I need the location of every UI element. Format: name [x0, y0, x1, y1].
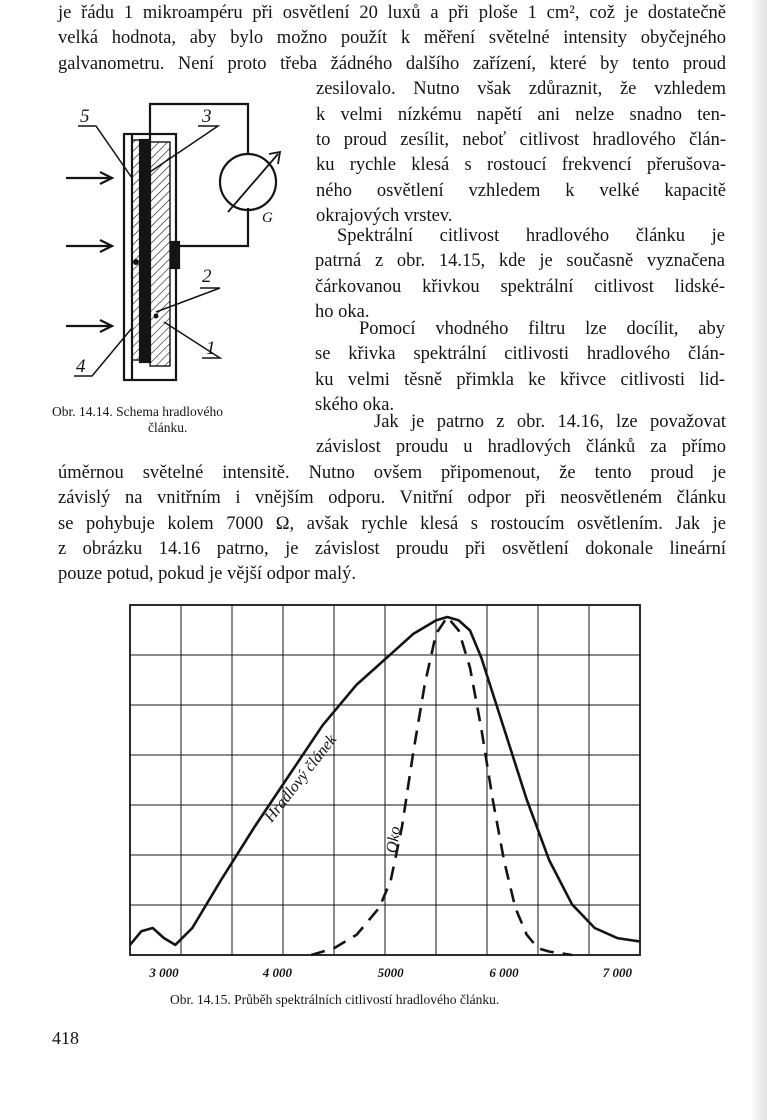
text-line: závislý na vnitřním i vnějším odporu. Vnitřní odpor při neosvětleném článku: [58, 488, 726, 509]
text-line: ho oka.: [315, 302, 370, 323]
text-line: Spektrální citlivost hradlového článku je: [337, 226, 725, 246]
text-line: ného osvětlení vzhledem k velké kapacitě: [316, 180, 726, 201]
page-number: 418: [52, 1028, 79, 1048]
paragraph-filter: [315, 317, 725, 419]
text-line: pouze potud, pokud je vější odpor malý.: [58, 564, 357, 585]
label-3: 3: [202, 106, 212, 127]
text-line: to proud zesílit, neboť citlivost hradlového člán-: [316, 130, 726, 151]
text-line: ku rychle klesá s rostoucí frekvencí přerušova-: [316, 155, 726, 176]
x-tick-label: 4 000: [262, 965, 292, 980]
text-line: velká hodnota, aby bylo možno použít k měření světelné intensity obyčejného: [58, 28, 726, 49]
text-line: se křivka spektrální citlivosti hradlového člán-: [315, 344, 725, 365]
text-line: závislost proudu u hradlových článků za přímo: [316, 437, 726, 458]
text-line: k velmi nízkému napětí ani nelze snadno ten-: [316, 104, 726, 125]
text-line: okrajových vrstev.: [316, 206, 453, 227]
paragraph-linearity: [58, 410, 726, 588]
caption-line-1: Obr. 14.14. Schema hradlového: [52, 404, 223, 419]
figure-14-15-caption: Obr. 14.15. Průběh spektrálních citlivostí hradlového článku.: [170, 992, 500, 1007]
x-tick-label: 3 000: [149, 965, 179, 980]
text-line: se pohybuje kolem 7000 Ω, avšak rychle klesá s rostoucím osvětlením. Jak je: [58, 513, 726, 534]
x-tick-label: 7 000: [602, 965, 632, 980]
figure-14-14-caption: [52, 404, 302, 436]
series-line-oko: [311, 617, 572, 955]
caption-line-2: článku.: [148, 420, 188, 435]
text-line: ského oka.: [315, 395, 395, 416]
text-line: z obrázku 14.16 patrno, je závislost proudu při osvětlení dokonale lineární: [58, 539, 726, 560]
text-line: ku velmi těsně přimkla ke křivce citlivosti lid-: [315, 369, 725, 390]
label-galvanometer: G: [262, 210, 273, 226]
text-line: zesilovalo. Nutno však zdůraznit, že vzhledem: [316, 79, 726, 100]
label-4: 4: [76, 356, 86, 377]
x-tick-label: 6 000: [489, 965, 519, 980]
text-line: je řádu 1 mikroampéru při osvětlení 20 luxů a při ploše 1 cm², což je dostatečně: [58, 3, 726, 23]
label-1: 1: [206, 338, 216, 359]
figure-14-15-chart: [120, 595, 660, 985]
text-line: úměrnou světelné intensitě. Nutno ovšem připomenout, že tento proud je: [58, 462, 726, 483]
text-line: Pomocí vhodného filtru lze docílit, aby: [359, 319, 725, 339]
text-line: patrná z obr. 14.15, kde je současně vyznačena: [315, 251, 725, 272]
series-label-hradlovy-clanek: Hradlový článek: [261, 731, 341, 826]
scan-shadow: [751, 0, 767, 1120]
paragraph-spectral: [315, 224, 725, 326]
text-line: Jak je patrno z obr. 14.16, lze považovat: [374, 412, 726, 432]
text-line: galvanometru. Není proto třeba žádného dalšího zařízení, které by tento proud: [58, 53, 726, 74]
label-2: 2: [202, 266, 212, 287]
text-line: čárkovanou křivkou spektrální citlivost lidské-: [315, 276, 725, 297]
figure-14-14-schema: [52, 96, 352, 396]
x-tick-label: 5000: [377, 965, 404, 980]
series-label-oko: Oko: [383, 825, 405, 855]
label-5: 5: [80, 106, 90, 127]
